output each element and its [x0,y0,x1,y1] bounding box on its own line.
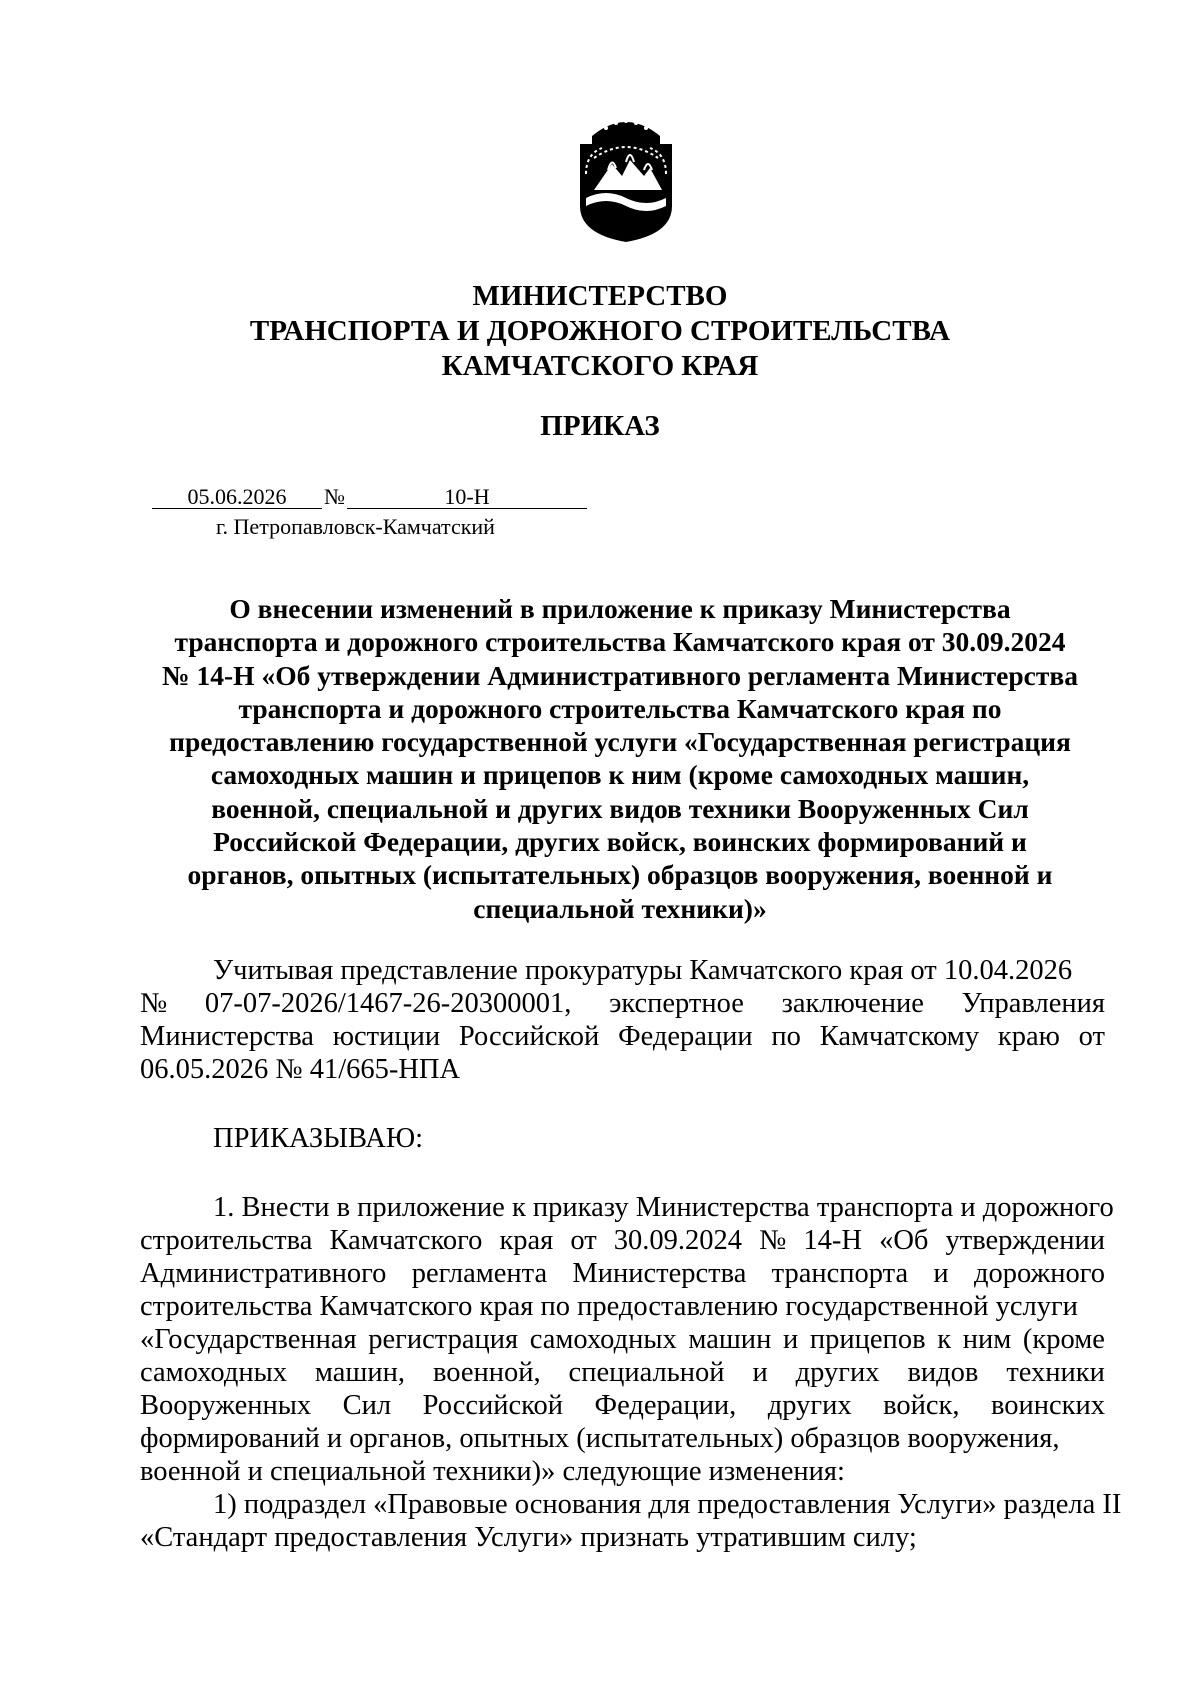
subitem-1-line-2: «Стандарт предоставления Услуги» признать утратившим силу; [140,1522,917,1553]
title-line: транспорта и дорожного строительства Камчатского края от 30.09.2024 [174,626,1066,658]
item-1-line-7: Вооруженных Сил Российской Федерации, других войск, воинских [140,1390,1105,1421]
preamble-line-4: 06.05.2026 № 41/665-НПА [140,1054,461,1085]
order-date: 05.06.2026 [152,486,322,509]
preamble-paragraph [140,954,1105,1086]
order-title [140,592,1100,925]
title-line: транспорта и дорожного строительства Камчатского края по [238,692,1002,724]
item-1-line-5: «Государственная регистрация самоходных машин и прицепов к ним (кроме [140,1324,1105,1355]
subitem-1-line-1: 1) подраздел «Правовые основания для предоставления Услуги» раздела II [213,1489,1122,1520]
document-type: ПРИКАЗ [540,410,660,442]
item-1-paragraph [140,1191,1122,1554]
item-1-line-2: строительства Камчатского края от 30.09.2024 № 14-Н «Об утверждении [140,1225,1105,1256]
city: г. Петропавловск-Камчатский [216,514,495,539]
title-line: О внесении изменений в приложение к приказу Министерства [229,593,1011,624]
number-sign: № [324,484,345,509]
item-1-line-4: строительства Камчатского края по предоставлению государственной услуги [140,1291,1078,1322]
order-number: 10-Н [347,486,587,509]
item-1-line-9: военной и специальной техники)» следующие изменения: [140,1456,845,1487]
kamchatka-coat-of-arms-icon [572,114,680,244]
title-line: военной, специальной и других видов техники Вооруженных Сил [211,792,1029,824]
item-1-line-8: формирований и органов, опытных (испытательных) образцов вооружения, [140,1423,1060,1454]
order-word: ПРИКАЗЫВАЮ: [213,1123,424,1154]
item-1-line-6: самоходных машин, военной, специальной и других видов техники [140,1357,1105,1388]
ministry-line-2: ТРАНСПОРТА И ДОРОЖНОГО СТРОИТЕЛЬСТВА [249,315,951,347]
title-line: предоставлению государственной услуги «Государственная регистрация [169,726,1071,758]
item-1-line-1: 1. Внести в приложение к приказу Министерства транспорта и дорожного [213,1192,1114,1223]
preamble-line-3: Министерства юстиции Российской Федерации по Камчатскому краю от [140,1021,1105,1052]
ministry-header [0,279,1200,384]
title-line: № 14-Н «Об утверждении Административного регламента Министерства [162,659,1078,691]
order-date-number [152,485,587,509]
item-1-line-3: Административного регламента Министерства транспорта и дорожного [140,1258,1105,1289]
ministry-line-1: МИНИСТЕРСТВО [472,280,728,312]
title-line: специальной техники)» [473,892,767,924]
preamble-line-1: Учитывая представление прокуратуры Камчатского края от 10.04.2026 [213,955,1073,986]
ministry-line-3: КАМЧАТСКОГО КРАЯ [441,350,759,382]
title-line: Российской Федерации, других войск, воинских формирований и [213,826,1027,858]
title-line: органов, опытных (испытательных) образцов вооружения, военной и [187,859,1053,891]
title-line: самоходных машин и прицепов к ним (кроме самоходных машин, [210,759,1030,791]
preamble-line-2: № 07-07-2026/1467-26-20300001, экспертное заключение Управления [140,988,1105,1019]
